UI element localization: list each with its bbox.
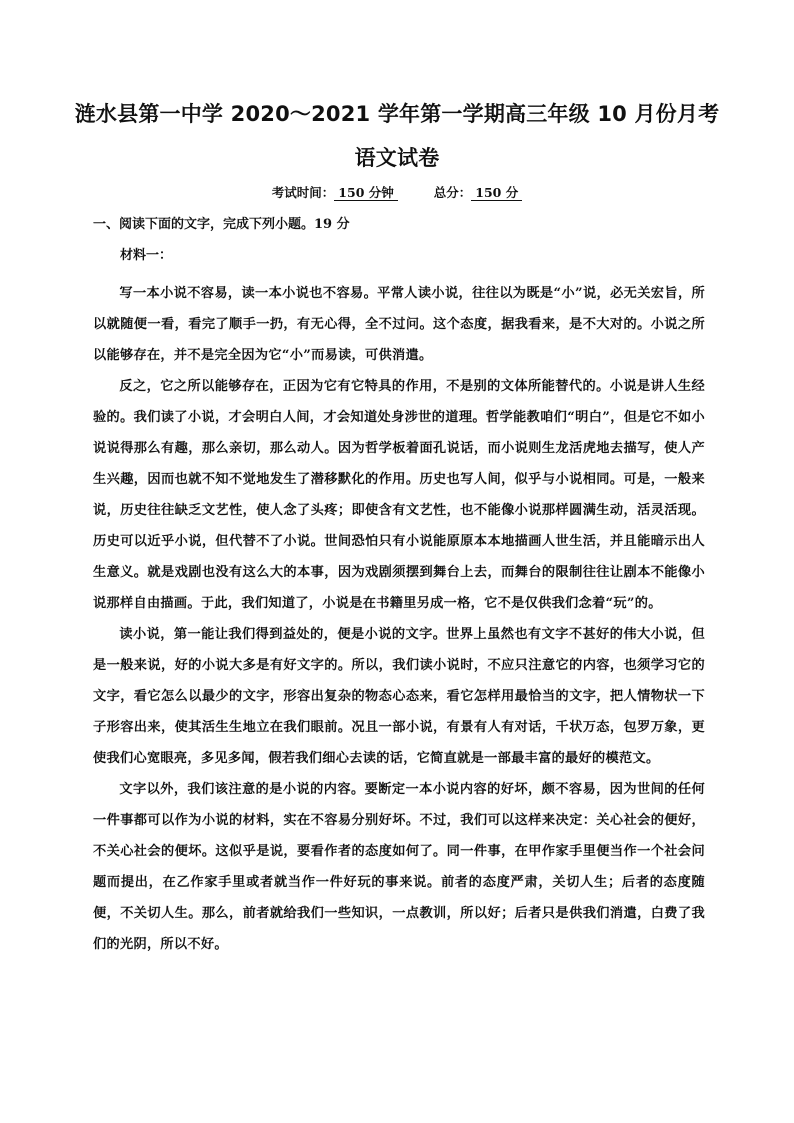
- exam-info-line: [0, 184, 794, 202]
- reading-passage: [93, 278, 705, 960]
- passage-paragraph-3: 读小说，第一能让我们得到益处的，便是小说的文字。世界上虽然也有文字不甚好的伟大小说，但是一般来说，好的小说大多是有好文字的。所以，我们读小说时，不应只注意它的内容，也须学习它的文字，看它怎么以最少的文字，形容出复杂的物态心态来，看它怎样用最恰当的文字，把人情物状一下子形容出来，使其活生生地立在我们眼前。况且一部小说，有景有人有对话，千状万态，包罗万象，更使我们心宽眼亮，多见多闻，假若我们细心去读的话，它简直就是一部最丰富的最好的模范文。: [93, 627, 705, 766]
- exam-time-label: 考试时间：: [271, 185, 335, 200]
- exam-title: 涟水县第一中学 2020～2021 学年第一学期高三年级 10 月份月考: [74, 102, 720, 126]
- passage-paragraph-4: 文字以外，我们该注意的是小说的内容。要断定一本小说内容的好坏，颇不容易，因为世间的任何一件事都可以作为小说的材料，实在不容易分别好坏。不过，我们可以这样来决定：关心社会的便好，不关心社会的便坏。这似乎是说，要看作者的态度如何了。同一件事，在甲作家手里便当作一个社会问题而提出，在乙作家手里或者就当作一件好玩的事来说。前者的态度严肃，关切人生；后者的态度随便，不关切人生。那么，前者就给我们一些知识，一点教训，所以好；后者只是供我们消遣，白费了我们的光阴，所以不好。: [93, 782, 705, 952]
- section-heading: 一、阅读下面的文字，完成下列小题。19 分: [93, 217, 350, 232]
- passage-paragraph-1: 写一本小说不容易，读一本小说也不容易。平常人读小说，往往以为既是“小”说，必无关宏旨，所以就随便一看，看完了顺手一扔，有无心得，全不过问。这个态度，据我看来，是不大对的。小说之所以能够存在，并不是完全因为它“小”而易读，可供消遣。: [93, 286, 705, 363]
- total-score-value: 150 分: [471, 185, 522, 201]
- total-score-label: 总分：: [433, 185, 472, 200]
- material-label: 材料一：: [120, 248, 173, 263]
- passage-paragraph-2: 反之，它之所以能够存在，正因为它有它特具的作用，不是别的文体所能替代的。小说是讲人生经验的。我们读了小说，才会明白人间，才会知道处身涉世的道理。哲学能教咱们“明白”，但是它不如小说说得那么有趣，那么亲切，那么动人。因为哲学板着面孔说话，而小说则生龙活虎地去描写，使人产生兴趣，因而也就不知不觉地发生了潜移默化的作用。历史也写人间，似乎与小说相同。可是，一般来说，历史往往缺乏文艺性，使人念了头疼；即使含有文艺性，也不能像小说那样圆满生动，活灵活现。历史可以近乎小说，但代替不了小说。世间恐怕只有小说能原原本本地描画人世生活，并且能暗示出人生意义。就是戏剧也没有这么大的本事，因为戏剧须摆到舞台上去，而舞台的限制往往让剧本不能像小说那样自由描画。于此，我们知道了，小说是在书籍里另成一格，它不是仅供我们念着“玩”的。: [93, 379, 705, 611]
- exam-subject-title: 语文试卷: [354, 146, 440, 170]
- exam-time-value: 150 分钟: [334, 185, 397, 201]
